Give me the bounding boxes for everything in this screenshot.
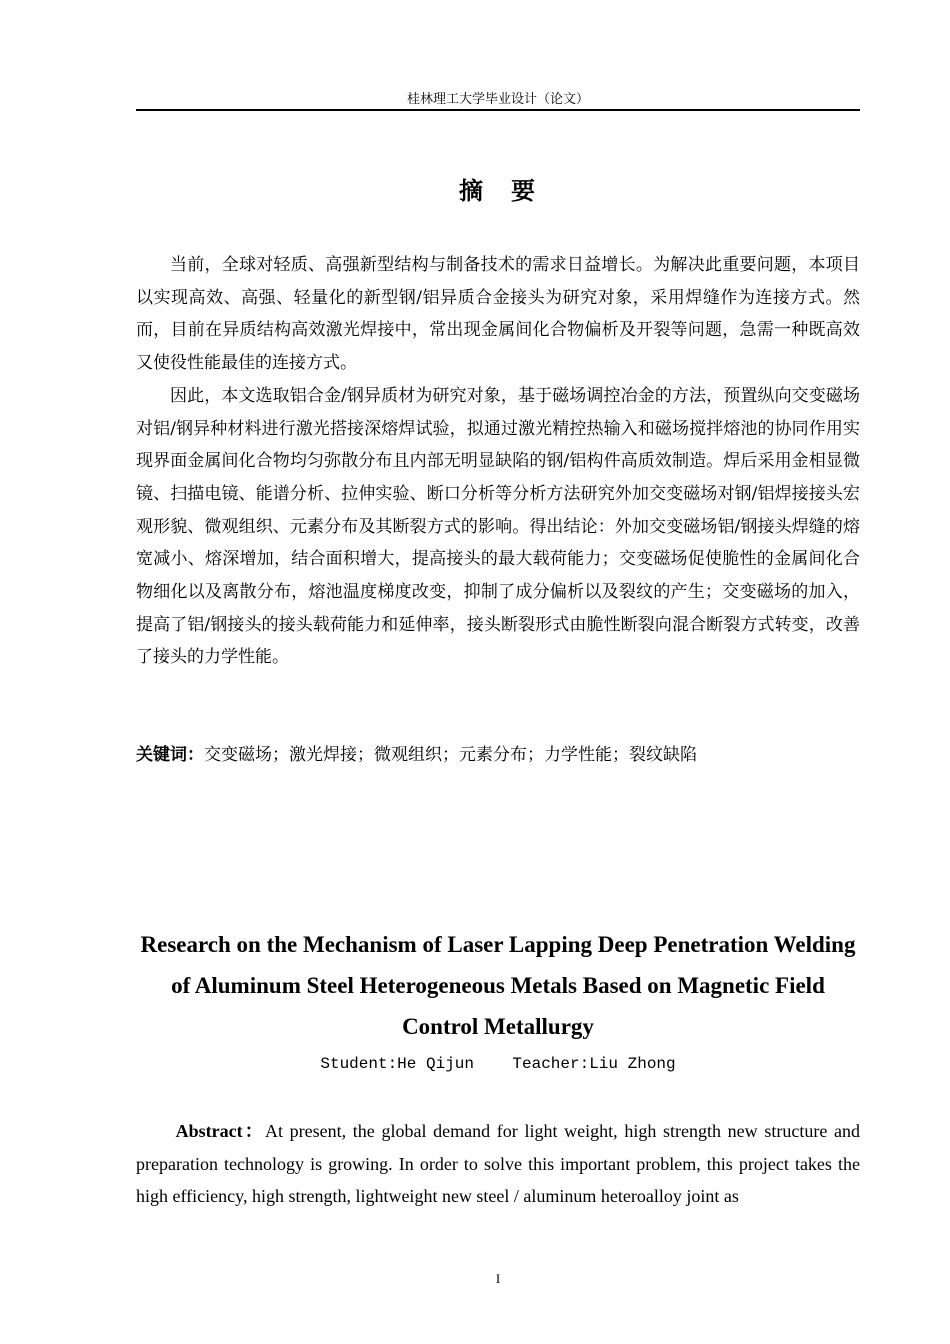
english-title: Research on the Mechanism of Laser Lapping Deep Penetration Welding of Aluminum Steel Heterogeneous Metals Based on Magnetic Field Control Metallurgy [140, 932, 856, 1039]
abstract-label-en: Abstract： [175, 1121, 265, 1141]
abstract-paragraph-2: 因此，本文选取铝合金/钢异质材为研究对象，基于磁场调控冶金的方法，预置纵向交变磁场对铝/钢异种材料进行激光搭接深熔焊试验，拟通过激光精控热输入和磁场搅拌熔池的协同作用实现界面金属间化合物均匀弥散分布且内部无明显缺陷的钢/铝构件高质效制造。焊后采用金相显微镜、扫描电镜、能谱分析、拉伸实验、断口分析等分析方法研究外加交变磁场对钢/铝焊接接头宏观形貌、微观组织、元素分布及其断裂方式的影响。得出结论：外加交变磁场铝/钢接头焊缝的熔宽减小、熔深增加，结合面积增大，提高接头的最大载荷能力；交变磁场促使脆性的金属间化合物细化以及离散分布，熔池温度梯度改变，抑制了成分偏析以及裂纹的产生；交变磁场的加入，提高了铝/钢接头的接头载荷能力和延伸率，接头断裂形式由脆性断裂向混合断裂方式转变，改善了接头的力学性能。 [136, 385, 860, 668]
abstract-text-en: At present, the global demand for light weight, high strength new structure and preparation technology is growing. In order to solve this important problem, this project takes the high efficiency, high strength, lightweight new steel / aluminum heteroalloy joint as [136, 1121, 860, 1207]
keywords-line [136, 740, 860, 770]
abstract-body-cn [136, 249, 860, 674]
keywords-list: 交变磁场；激光焊接；微观组织；元素分布；力学性能；裂纹缺陷 [204, 745, 697, 765]
abstract-paragraph-1: 当前，全球对轻质、高强新型结构与制备技术的需求日益增长。为解决此重要问题，本项目以实现高效、高强、轻量化的新型钢/铝异质合金接头为研究对象，采用焊缝作为连接方式。然而，目前在异质结构高效激光焊接中，常出现金属间化合物偏析及开裂等问题，急需一种既高效又使役性能最佳的连接方式。 [136, 255, 860, 374]
author-line: Student:He Qijun Teacher:Liu Zhong [320, 1055, 676, 1073]
abstract-body-en [136, 1115, 860, 1213]
page-number: I [495, 1271, 501, 1286]
page-header: 桂林理工大学毕业设计（论文） [136, 91, 860, 111]
keywords-label: 关键词： [136, 745, 204, 765]
abstract-title-cn: 摘 要 [459, 176, 537, 205]
